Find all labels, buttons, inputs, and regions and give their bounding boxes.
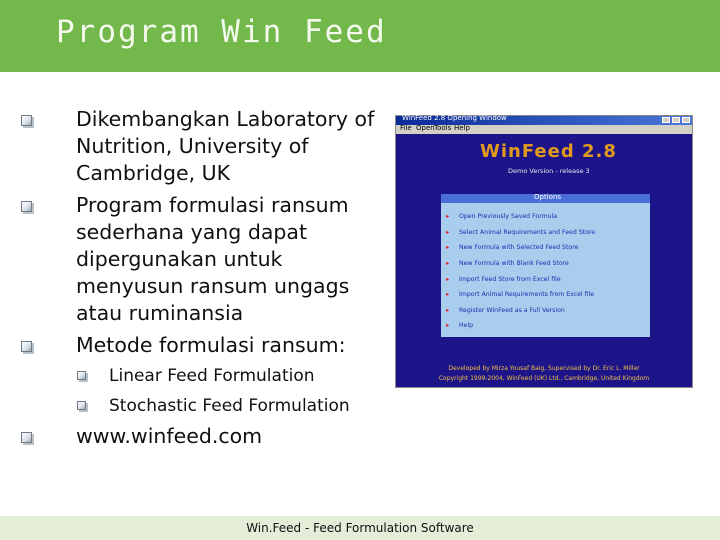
bullet-2-line-4: menyusun ransum ungags	[76, 274, 350, 298]
url-text: www.winfeed.com	[76, 424, 263, 448]
slide-title: Program Win Feed	[56, 14, 387, 50]
bullet-2-line-1: Program formulasi ransum	[76, 193, 349, 217]
copyright-text: Copyright 1999-2004, WinFeed (UK) Ltd., Cambridge, United Kingdom	[438, 375, 650, 382]
bullet-checkbox-icon	[21, 341, 32, 352]
options-header-label: Options	[534, 193, 562, 201]
options-header	[441, 194, 650, 203]
bullet-checkbox-icon	[21, 115, 32, 126]
window-title: WinFeed 2.8 Opening Window	[402, 114, 507, 122]
option-import-feed-store: Import Feed Store from Excel file	[459, 276, 561, 283]
winfeed-screenshot	[395, 115, 693, 388]
bullet-checkbox-icon	[21, 201, 32, 212]
bullet-1-line-3: Cambridge, UK	[76, 161, 231, 185]
bullet-1-line-2: Nutrition, University of	[76, 134, 309, 158]
arrow-icon: ▸	[446, 306, 450, 314]
sub-bullet-2: Stochastic Feed Formulation	[109, 396, 350, 416]
arrow-icon: ▸	[446, 228, 450, 236]
option-import-requirements: Import Animal Requirements from Excel file	[459, 291, 595, 298]
menu-tools: Tools	[434, 124, 452, 132]
window-menu-bar	[396, 125, 692, 134]
arrow-icon: ▸	[446, 243, 450, 251]
sub-bullet-checkbox-icon	[77, 401, 86, 410]
bullet-2-line-5: atau ruminansia	[76, 301, 244, 325]
option-select-requirements: Select Animal Requirements and Feed Store	[459, 229, 596, 236]
bullet-2-line-3: dipergunakan untuk	[76, 247, 283, 271]
menu-file: File	[400, 124, 412, 132]
options-panel	[441, 203, 650, 337]
arrow-icon: ▸	[446, 212, 450, 220]
bullet-1-line-1: Dikembangkan Laboratory of	[76, 107, 375, 131]
close-icon	[682, 117, 690, 123]
title-bar	[0, 0, 720, 72]
bullet-3-line-1: Metode formulasi ransum:	[76, 333, 346, 357]
version-label: Demo Version - release 3	[508, 167, 590, 175]
arrow-icon: ▸	[446, 290, 450, 298]
sub-bullet-1: Linear Feed Formulation	[109, 366, 315, 386]
bullet-checkbox-icon	[21, 432, 32, 443]
arrow-icon: ▸	[446, 275, 450, 283]
maximize-icon	[672, 117, 680, 123]
menu-help: Help	[454, 124, 470, 132]
option-new-blank-store: New Formula with Blank Feed Store	[459, 260, 569, 267]
sub-bullet-checkbox-icon	[77, 371, 86, 380]
option-new-selected-store: New Formula with Selected Feed Store	[459, 244, 579, 251]
option-open-saved: Open Previously Saved Formula	[459, 213, 558, 220]
option-help: Help	[459, 322, 474, 329]
footer-bar	[0, 516, 720, 540]
option-register: Register WinFeed as a Full Version	[459, 307, 565, 314]
winfeed-logo: WinFeed 2.8	[480, 141, 617, 162]
bullet-2-line-2: sederhana yang dapat	[76, 220, 308, 244]
arrow-icon: ▸	[446, 259, 450, 267]
arrow-icon: ▸	[446, 321, 450, 329]
developer-credit: Developed by Mirza Yousaf Baig, Supervised by Dr. Eric L. Miller	[448, 365, 640, 372]
minimize-icon	[662, 117, 670, 123]
menu-open: Open	[416, 124, 435, 132]
footer-text: Win.Feed - Feed Formulation Software	[246, 521, 474, 535]
